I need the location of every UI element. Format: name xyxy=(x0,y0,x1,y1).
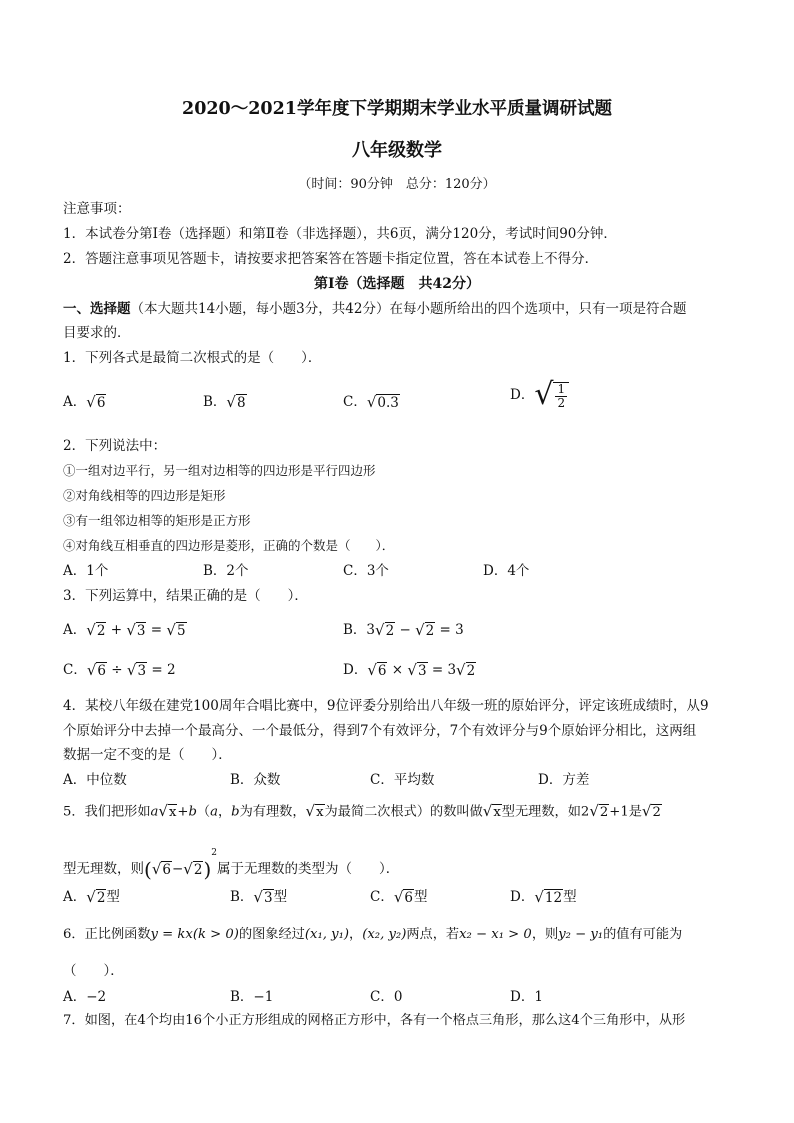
q5-option-d-type: 型 xyxy=(563,889,577,905)
q3-option-d-label: D． xyxy=(343,662,368,678)
part1-heading: 第Ⅰ卷（选择题 共42分） xyxy=(313,276,481,292)
q6-condition: (k > 0) xyxy=(192,927,239,942)
q4-option-c: C．平均数 xyxy=(370,772,435,788)
q5-text-5: 型无理数，如 xyxy=(501,804,581,820)
q5-option-d-sqrt: √12 xyxy=(534,888,563,906)
q2-statement-2: ②对角线相等的四边形是矩形 xyxy=(63,488,226,503)
q5-line2-start: 型无理数，则 xyxy=(63,861,144,877)
q5-option-b-type: 型 xyxy=(273,889,288,905)
q1-option-d-fraction xyxy=(555,383,567,410)
q3-c-operator: ÷ xyxy=(111,662,123,678)
q1-option-c-radicand: 0.3 xyxy=(377,395,399,411)
q6-text-4: 两点，若 xyxy=(406,927,460,942)
q2-statement-4: ④对角线互相垂直的四边形是菱形，正确的个数是（ ）． xyxy=(63,538,395,553)
q3-d-sqrt-1: √6 xyxy=(367,661,387,679)
part1-intro-text: （本大题共14小题，每小题3分，共42分）在每小题所给出的四个选项中，只有一项是符合题 xyxy=(130,301,687,317)
q1-option-a xyxy=(63,392,106,413)
q5-text-2: （ xyxy=(196,804,211,820)
q2-statement-3: ③有一组邻边相等的矩形是正方形 xyxy=(63,513,251,528)
q6-option-c: C．0 xyxy=(370,989,403,1005)
q2-option-b: B．2个 xyxy=(203,563,249,579)
q6-text-6: 的值有可能为 xyxy=(603,927,683,942)
q5-type-sqrt: √2 xyxy=(641,802,661,820)
q5-sep: ， xyxy=(217,804,232,820)
q3-b-radicand-1: 2 xyxy=(385,623,395,639)
notice-item-2: 2．答题注意事项见答题卡，请按要求把答案答在答题卡指定位置，答在本试卷上不得分． xyxy=(63,251,599,267)
q1-option-d-denominator: 2 xyxy=(557,396,566,410)
part1-intro xyxy=(63,300,686,318)
q3-a-radicand-1: 2 xyxy=(96,623,106,639)
q3-d-radicand-2: 3 xyxy=(417,663,427,679)
q5-sqrt-x-1-radicand: x xyxy=(316,805,324,820)
q5-example-plus: +1 xyxy=(609,804,629,820)
q1-stem: 1．下列各式是最简二次根式的是（ ）． xyxy=(63,350,322,366)
q3-d-sqrt-3: √2 xyxy=(456,661,476,679)
q6-inequality: x₂ − x₁ > 0 xyxy=(459,927,532,942)
q5-text-4: 为最简二次根式）的数叫做 xyxy=(324,804,483,820)
q6-option-b: B．−1 xyxy=(230,989,274,1005)
q5-l2-radicand-2: 2 xyxy=(193,862,203,878)
q6-text-2: 的图象经过 xyxy=(238,927,305,942)
q3-a-sqrt-1: √2 xyxy=(86,621,106,639)
q5-sqrt-x-2: √x xyxy=(482,802,501,820)
q3-option-a-label: A． xyxy=(63,622,87,638)
q5-line-1 xyxy=(63,801,662,823)
q1-option-c-sqrt: √0.3 xyxy=(366,393,399,411)
q2-stem: 2．下列说法中： xyxy=(63,438,167,454)
notice-item-1: 1．本试卷分第Ⅰ卷（选择题）和第Ⅱ卷（非选择题），共6页，满分120分，考试时间90分钟． xyxy=(63,226,617,242)
q5-text-6: 是 xyxy=(628,804,642,820)
q5-option-b xyxy=(230,887,287,908)
q1-option-a-label: A． xyxy=(63,394,87,410)
q5-expr-a: a xyxy=(150,804,159,820)
q5-expr-plus: + xyxy=(177,804,189,820)
q5-l2-exponent: 2 xyxy=(211,848,217,858)
q5-sqrt-x-2-radicand: x xyxy=(493,805,501,820)
q5-option-a-radicand: 2 xyxy=(96,890,106,906)
q5-option-c-label: C． xyxy=(370,889,394,905)
q1-option-b-label: B． xyxy=(203,394,227,410)
q3-a-sqrt-2: √3 xyxy=(126,621,146,639)
q5-text-1: 5．我们把形如 xyxy=(63,804,151,820)
q3-b-operator: − xyxy=(399,622,411,638)
q6-text-5: ，则 xyxy=(531,927,559,942)
q3-c-sqrt-1: √6 xyxy=(86,661,106,679)
q2-option-a: A．1个 xyxy=(63,563,109,579)
q3-a-sqrt-3: √5 xyxy=(166,621,186,639)
q5-sqrt-x-1: √x xyxy=(305,802,324,820)
q5-option-d xyxy=(510,887,577,908)
q6-point-2: (x₂, y₂) xyxy=(362,927,407,942)
q3-c-radicand-2: 3 xyxy=(137,663,147,679)
q6-option-d: D．1 xyxy=(510,989,543,1005)
q5-option-c-radicand: 6 xyxy=(404,890,413,906)
q6-option-a: A．−2 xyxy=(63,989,107,1005)
q7-line-1: 7．如图，在4个均由16个小正方形组成的网格正方形中，各有一个格点三角形，那么这4个三角形中，从形 xyxy=(63,1013,686,1028)
q5-option-a-sqrt: √2 xyxy=(86,888,106,906)
q1-option-a-radicand: 6 xyxy=(96,395,106,411)
q1-option-d-numerator: 1 xyxy=(557,382,566,396)
q5-option-c xyxy=(370,887,428,908)
q5-option-b-label: B． xyxy=(230,889,254,905)
q6-function: y = kx xyxy=(150,927,193,942)
exam-title: 2020～2021学年度下学期期末学业水平质量调研试题 xyxy=(182,99,612,119)
q1-option-d-sqrt: √ $\frac{1}{2}$ xyxy=(534,380,569,410)
q3-d-operator: × xyxy=(391,662,404,678)
q4-option-a: A．中位数 xyxy=(63,772,127,788)
q1-option-c xyxy=(343,392,400,413)
q1-option-d xyxy=(510,377,569,412)
q3-b-radicand-2: 2 xyxy=(425,623,435,639)
q2-option-d: D．4个 xyxy=(483,563,530,579)
q4-line-3: 数据一定不变的是（ ）． xyxy=(63,747,232,763)
q5-example-radicand: 2 xyxy=(599,805,609,820)
q3-b-sqrt-1: √2 xyxy=(375,621,395,639)
q5-l2-sqrt-1: √6 xyxy=(151,860,171,878)
q6-difference: y₂ − y₁ xyxy=(558,927,604,942)
q3-option-b xyxy=(343,620,464,641)
q3-d-radicand-3: 2 xyxy=(466,663,476,679)
q6-point-1: (x₁, y₁) xyxy=(304,927,350,942)
q3-b-result: = 3 xyxy=(439,622,464,638)
q3-stem: 3．下列运算中，结果正确的是（ ）． xyxy=(63,588,308,604)
q1-option-d-label: D． xyxy=(510,387,535,403)
q5-option-a-label: A． xyxy=(63,889,87,905)
q5-option-a xyxy=(63,887,120,908)
q4-line-1: 4．某校八年级在建党100周年合唱比赛中，9位评委分别给出八年级一班的原始评分，评定该班成绩时，从9 xyxy=(63,698,709,714)
q1-option-a-sqrt: √6 xyxy=(86,393,106,411)
q5-expr-b: b xyxy=(188,804,197,820)
q5-option-c-sqrt: √6 xyxy=(393,888,413,906)
q3-a-equals: = xyxy=(150,622,163,638)
q5-line2-end: 属于无理数的类型为（ ）． xyxy=(216,861,400,877)
exam-subtitle: 八年级数学 xyxy=(352,140,442,161)
q5-option-b-sqrt: √3 xyxy=(253,888,273,906)
q5-expr-x: x xyxy=(168,805,177,820)
q4-option-b: B．众数 xyxy=(230,772,281,788)
q1-option-b-radicand: 8 xyxy=(236,395,246,411)
q5-l2-sqrt-2: √2 xyxy=(183,860,203,878)
q3-c-radicand-1: 6 xyxy=(97,663,106,679)
q5-l2-radicand-1: 6 xyxy=(162,862,171,878)
q3-option-a xyxy=(63,620,187,641)
q5-type-radicand: 2 xyxy=(652,805,661,820)
q3-a-radicand-3: 5 xyxy=(176,623,186,639)
q6-text-1: 6．正比例函数 xyxy=(63,927,151,942)
q3-option-b-label: B． xyxy=(343,622,367,638)
q1-option-c-label: C． xyxy=(343,394,367,410)
q3-d-sqrt-2: √3 xyxy=(407,661,427,679)
q3-c-result: = 2 xyxy=(151,662,176,678)
q5-text-3: 为有理数， xyxy=(239,804,306,820)
q2-statement-1: ①一组对边平行，另一组对边相等的四边形是平行四边形 xyxy=(63,463,376,478)
q4-option-d: D．方差 xyxy=(538,772,590,788)
q3-option-c-label: C． xyxy=(63,662,87,678)
q5-example-sqrt: √2 xyxy=(589,802,609,820)
q5-option-c-type: 型 xyxy=(414,889,428,905)
q2-option-c: C．3个 xyxy=(343,563,389,579)
q5-l2-operator: − xyxy=(171,861,184,877)
q3-a-operator: + xyxy=(110,622,123,638)
q3-a-radicand-2: 3 xyxy=(136,623,146,639)
q1-option-b xyxy=(203,392,247,413)
notice-heading: 注意事项： xyxy=(63,201,131,217)
part1-intro-label: 一、选择题 xyxy=(63,301,131,317)
q6-text-3: ， xyxy=(349,927,363,942)
part1-intro-line2: 目要求的． xyxy=(63,325,131,341)
time-info: （时间：90分钟 总分：120分） xyxy=(298,177,496,192)
q1-option-b-sqrt: √8 xyxy=(226,393,246,411)
q5-line-2: 型无理数，则$(√6-√2)^2$属于无理数的类型为（ ）． xyxy=(63,848,400,882)
q6-line-1 xyxy=(63,925,682,945)
q3-d-equals: = 3 xyxy=(431,662,457,678)
q3-d-radicand-1: 6 xyxy=(377,663,387,679)
q5-option-a-type: 型 xyxy=(106,889,120,905)
q3-b-coefficient: 3 xyxy=(366,622,376,638)
q5-option-b-radicand: 3 xyxy=(263,890,273,906)
q5-var-b: b xyxy=(231,804,240,820)
q3-option-d xyxy=(343,660,476,681)
q6-line-2: （ ）． xyxy=(63,963,124,979)
q5-option-d-label: D． xyxy=(510,889,535,905)
q5-option-d-radicand: 12 xyxy=(544,890,563,906)
q5-var-a: a xyxy=(210,804,218,820)
q5-example-coef: 2 xyxy=(580,804,590,820)
q3-option-c xyxy=(63,660,176,681)
q3-b-sqrt-2: √2 xyxy=(415,621,435,639)
q5-expr-sqrt: √x xyxy=(158,802,177,820)
q3-c-sqrt-2: √3 xyxy=(126,661,147,679)
q4-line-2: 个原始评分中去掉一个最高分、一个最低分，得到7个有效评分，7个有效评分与9个原始评分相比，这两组 xyxy=(63,723,697,739)
